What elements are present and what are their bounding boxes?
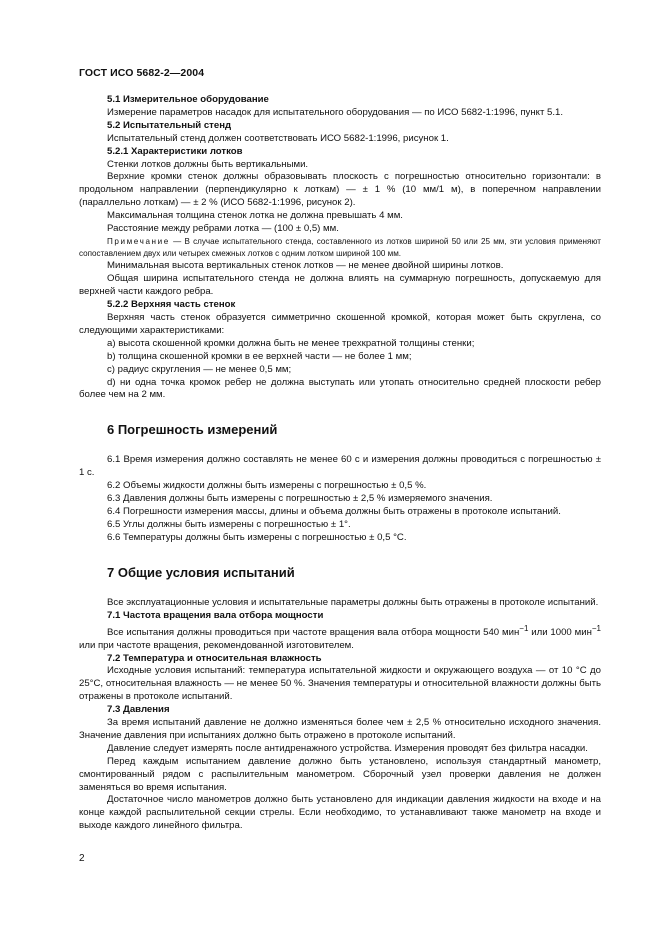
list-item: a) высота скошенной кромки должна быть не менее трехкратной толщины стенки;	[107, 337, 475, 349]
text-run: или 1000 мин	[528, 626, 592, 638]
paragraph: За время испытаний давление не должно изменяться более чем ± 2,5 % относительно исходного значения. Значение давления при испытаниях должно быть отражено в протоколе испытаний.	[79, 717, 601, 741]
note-label: Примечание	[107, 236, 170, 246]
section-7-heading: 7 Общие условия испытаний	[107, 564, 295, 580]
page-header: ГОСТ ИСО 5682-2—2004	[79, 67, 205, 79]
section-5-2-2-heading: 5.2.2 Верхняя часть стенок	[107, 299, 236, 311]
page-number: 2	[79, 853, 85, 864]
list-item: c) радиус скругления — не менее 0,5 мм;	[107, 363, 292, 375]
paragraph: Минимальная высота вертикальных стенок лотков — не менее двойной ширины лотков.	[107, 260, 504, 272]
section-5-2-heading: 5.2 Испытательный стенд	[107, 119, 232, 131]
section-5-1-text: Измерение параметров насадок для испытательного оборудования — по ИСО 5682-1:1996, пункт 5.1.	[107, 106, 564, 118]
paragraph: Стенки лотков должны быть вертикальными.	[107, 158, 309, 170]
clause-6-5: 6.5 Углы должны быть измерены с погрешностью ± 1°.	[107, 518, 351, 530]
clause-6-1: 6.1 Время измерения должно составлять не менее 60 с и измерения должны проводиться с погрешностью ± 1 с.	[79, 454, 601, 479]
text-run: Все испытания должны проводиться при частоте вращения вала отбора мощности 540 мин	[107, 626, 520, 638]
clause-6-6: 6.6 Температуры должны быть измерены с погрешностью ± 0,5 °С.	[107, 531, 407, 543]
note-text: — В случае испытательного стенда, составленного из лотков шириной 50 или 25 мм, эти условия применяют сопоставлением двух или четырех смежных лотков с одним лотком шириной 100 мм.	[79, 236, 601, 259]
paragraph: Исходные условия испытаний: температура испытательной жидкости и окружающего воздуха — от 10 °С до 25°С, относительная влажность — не менее 50 %. Значения температуры и относительной влажности должны быть отражены в протоколе испытаний.	[79, 665, 601, 703]
paragraph: Все эксплуатационные условия и испытательные параметры должны быть отражены в протоколе испытаний.	[107, 596, 599, 608]
section-7-1-text	[79, 623, 601, 653]
list-item: b) толщина скошенной кромки в ее верхней части — не более 1 мм;	[107, 350, 412, 362]
section-5-2-1-heading: 5.2.1 Характеристики лотков	[107, 145, 243, 157]
paragraph: Расстояние между ребрами лотка — (100 ± 0,5) мм.	[107, 223, 339, 235]
superscript: −1	[591, 623, 601, 633]
clause-6-2: 6.2 Объемы жидкости должны быть измерены с погрешностью ± 0,5 %.	[107, 480, 427, 492]
clause-6-3: 6.3 Давления должны быть измерены с погрешностью ± 2,5 % измеряемого значения.	[107, 493, 493, 505]
section-7-2-heading: 7.2 Температура и относительная влажность	[107, 652, 322, 664]
paragraph: Достаточное число манометров должно быть установлено для индикации давления жидкости на входе и на конце каждой распылительной секции стрелы. Если необходимо, то устанавливают также манометр на входе и выходе каждого линейного фильтра.	[79, 794, 601, 832]
page-content	[79, 94, 601, 833]
paragraph: Верхняя часть стенок образуется симметрично скошенной кромкой, которая может быть скруглена, со следующими характеристиками:	[79, 312, 601, 336]
paragraph: Давление следует измерять после антидренажного устройства. Измерения проводят без фильтра насадки.	[107, 742, 588, 754]
section-6-heading: 6 Погрешность измерений	[107, 422, 278, 438]
section-7-1-heading: 7.1 Частота вращения вала отбора мощности	[107, 609, 324, 621]
section-7-3-heading: 7.3 Давления	[107, 704, 170, 716]
superscript: −1	[519, 623, 529, 633]
paragraph: Общая ширина испытательного стенда не должна влиять на суммарную погрешность, допускаемую для верхней части каждого ребра.	[79, 273, 601, 298]
paragraph: Верхние кромки стенок должны образовывать плоскость с погрешностью относительно горизонтали: в продольном направлении (перпендикулярно к лоткам) — ± 1 % (10 мм/1 м), в поперечном направлении (параллельно лоткам) — ± 2 % (ИСО 5682-1:1996, рисунок 2).	[79, 171, 601, 209]
list-item: d) ни одна точка кромок ребер не должна выступать или утопать относительно средней плоскости ребер более чем на 2 мм.	[79, 376, 601, 401]
note	[79, 236, 601, 260]
section-5-1-heading: 5.1 Измерительное оборудование	[107, 94, 269, 105]
paragraph: Перед каждым испытанием давление должно быть установлено, используя стандартный манометр, смонтированный рядом с распылительным манометром. Сборочный узел проверки давления не должен заменяться во время испытания.	[79, 755, 601, 793]
clause-6-4: 6.4 Погрешности измерения массы, длины и объема должны быть отражены в протоколе испытаний.	[107, 505, 561, 517]
text-run: или при частоте вращения, рекомендованной изготовителем.	[79, 639, 354, 651]
paragraph: Максимальная толщина стенок лотка не должна превышать 4 мм.	[107, 210, 403, 222]
section-5-2-text: Испытательный стенд должен соответствовать ИСО 5682-1:1996, рисунок 1.	[107, 132, 449, 144]
